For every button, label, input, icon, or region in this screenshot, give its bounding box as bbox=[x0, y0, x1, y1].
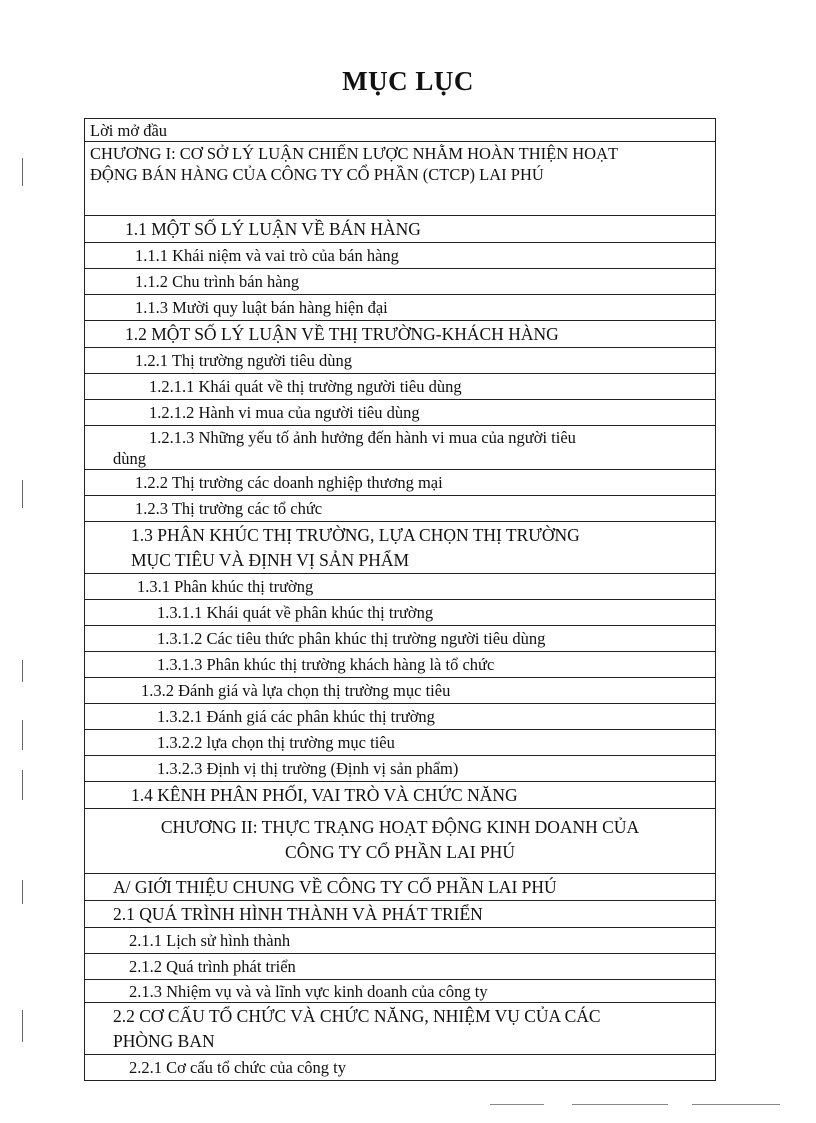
toc-row: 1.3.2.1 Đánh giá các phân khúc thị trường bbox=[85, 704, 715, 730]
toc-row: 1.3.1.3 Phân khúc thị trường khách hàng là tổ chức bbox=[85, 652, 715, 678]
toc-row: A/ GIỚI THIỆU CHUNG VỀ CÔNG TY CỔ PHẦN LAI PHÚ bbox=[85, 874, 715, 901]
toc-row: 1.1.2 Chu trình bán hàng bbox=[85, 269, 715, 295]
toc-row-line: 1.3 PHÂN KHÚC THỊ TRƯỜNG, LỰA CHỌN THỊ TRƯỜNG bbox=[131, 525, 580, 545]
scan-edge-mark bbox=[22, 158, 23, 186]
toc-row: 2.1.3 Nhiệm vụ và và lĩnh vực kinh doanh của công ty bbox=[85, 980, 715, 1003]
scan-dash-mark bbox=[490, 1104, 544, 1105]
toc-row bbox=[85, 426, 715, 470]
toc-row-line: 1.2.1.3 Những yếu tố ảnh hưởng đến hành vi mua của người tiêu bbox=[149, 428, 576, 447]
toc-row: 1.4 KÊNH PHÂN PHỐI, VAI TRÒ VÀ CHỨC NĂNG bbox=[85, 782, 715, 809]
toc-row: 1.3.1.2 Các tiêu thức phân khúc thị trường người tiêu dùng bbox=[85, 626, 715, 652]
toc-row: 2.1 QUÁ TRÌNH HÌNH THÀNH VÀ PHÁT TRIỂN bbox=[85, 901, 715, 928]
scan-edge-mark bbox=[22, 880, 23, 904]
toc-row-continuation: MỤC TIÊU VÀ ĐỊNH VỊ SẢN PHẨM bbox=[131, 550, 410, 570]
toc-row: Lời mở đầu bbox=[85, 119, 715, 142]
toc-row bbox=[85, 522, 715, 574]
toc-row: 1.3.2.3 Định vị thị trường (Định vị sản phẩm) bbox=[85, 756, 715, 782]
toc-row: 1.3.1.1 Khái quát về phân khúc thị trường bbox=[85, 600, 715, 626]
page-title: MỤC LỤC bbox=[342, 66, 474, 96]
toc-row-continuation: dùng bbox=[113, 449, 146, 468]
toc-row-line: CHƯƠNG II: THỰC TRẠNG HOẠT ĐỘNG KINH DOANH CỦA bbox=[160, 817, 640, 837]
toc-row bbox=[85, 809, 715, 874]
scan-edge-mark bbox=[22, 1010, 23, 1042]
toc-row: 1.1 MỘT SỐ LÝ LUẬN VỀ BÁN HÀNG bbox=[85, 216, 715, 243]
toc-row: 2.1.2 Quá trình phát triển bbox=[85, 954, 715, 980]
toc-row-continuation: CÔNG TY CỔ PHẦN LAI PHÚ bbox=[285, 842, 515, 862]
toc-row bbox=[85, 1003, 715, 1055]
toc-row: CHƯƠNG I: CƠ SỞ LÝ LUẬN CHIẾN LƯỢC NHẰM HOÀN THIỆN HOẠT ĐỘNG BÁN HÀNG CỦA CÔNG TY CỔ PHẦN (CTCP) LAI PHÚ bbox=[85, 142, 715, 216]
toc-row: 1.2.1.1 Khái quát về thị trường người tiêu dùng bbox=[85, 374, 715, 400]
toc-row: 1.2.1 Thị trường người tiêu dùng bbox=[85, 348, 715, 374]
scan-dash-mark bbox=[572, 1104, 668, 1105]
toc-row: 1.3.2 Đánh giá và lựa chọn thị trường mục tiêu bbox=[85, 678, 715, 704]
toc-row-line: 2.2 CƠ CẤU TỔ CHỨC VÀ CHỨC NĂNG, NHIỆM VỤ CỦA CÁC bbox=[113, 1006, 601, 1026]
toc-row: 2.1.1 Lịch sử hình thành bbox=[85, 928, 715, 954]
scan-edge-mark bbox=[22, 480, 23, 508]
scan-edge-mark bbox=[22, 720, 23, 750]
scan-edge-mark bbox=[22, 770, 23, 800]
toc-row: 1.1.1 Khái niệm và vai trò của bán hàng bbox=[85, 243, 715, 269]
toc-row: 1.1.3 Mười quy luật bán hàng hiện đại bbox=[85, 295, 715, 321]
scan-dash-mark bbox=[692, 1104, 780, 1105]
toc-row: 1.2.2 Thị trường các doanh nghiệp thương mại bbox=[85, 470, 715, 496]
toc-row-continuation: PHÒNG BAN bbox=[113, 1031, 215, 1051]
toc-row: 1.3.1 Phân khúc thị trường bbox=[85, 574, 715, 600]
toc-row: 1.2 MỘT SỐ LÝ LUẬN VỀ THỊ TRƯỜNG-KHÁCH HÀNG bbox=[85, 321, 715, 348]
toc-row: 1.3.2.2 lựa chọn thị trường mục tiêu bbox=[85, 730, 715, 756]
table-of-contents bbox=[84, 118, 716, 1081]
toc-row: 1.2.1.2 Hành vi mua của người tiêu dùng bbox=[85, 400, 715, 426]
scan-edge-mark bbox=[22, 660, 23, 682]
toc-row: 2.2.1 Cơ cấu tổ chức của công ty bbox=[85, 1055, 715, 1081]
toc-row: 1.2.3 Thị trường các tổ chức bbox=[85, 496, 715, 522]
